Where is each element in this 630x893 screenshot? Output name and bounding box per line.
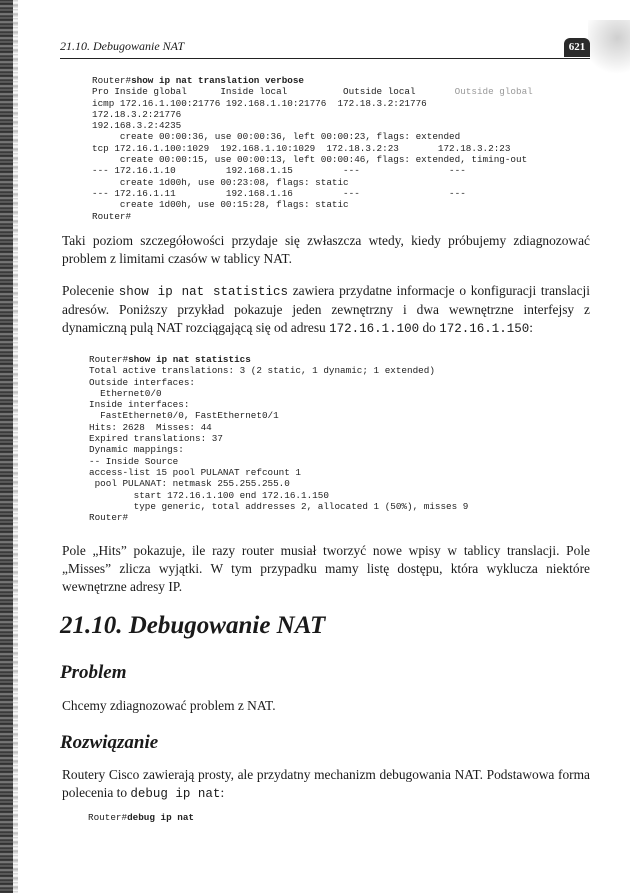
book-binding-edge [0, 0, 13, 893]
section-title: 21.10. Debugowanie NAT [60, 612, 326, 639]
page-corner-shadow [588, 20, 630, 80]
running-header-title: 21.10. Debugowanie NAT [60, 39, 185, 53]
code-block-nat-statistics: Router#show ip nat statistics Total active translations: 3 (2 static, 1 dynamic; 1 extended) Outside interfaces: Ethernet0/0 Inside interfaces: FastEthernet0/0, FastEthernet0/1 Hits: 2628 Misses: 44 Expired translations: 37 Dynamic mappings: -- Inside Source access-list 15 pool PULANAT refcount 1 pool PULANAT: netmask 255.255.255.0 start 172.16.1.100 end 172.16.1.150 type generic, total addresses 2, allocated 1 (50%), misses 9 Router# [89, 354, 469, 524]
paragraph-hits-misses: Pole „Hits” pokazuje, ile razy router musiał tworzyć nowe wpisy w tablicy translacji. Pole „Misses” zlicza wyjątki. W tym przypadku mamy listę dostępu, która wyklucza niektóre wewnętrzne adresy IP. [62, 543, 590, 594]
problem-text: Chcemy zdiagnozować problem z NAT. [62, 698, 276, 713]
inline-command-debug: debug ip nat [130, 787, 221, 801]
code-block-debug: Router#debug ip nat [88, 812, 195, 823]
solution-heading: Rozwiązanie [60, 732, 159, 753]
inline-address-start: 172.16.1.100 [329, 322, 420, 336]
paragraph-statistics-intro: Polecenie show ip nat statistics zawiera przydatne informacje o konfiguracji translacji adresów. Poniższy przykład pokazuje jeden zewnętrzny i dwa wewnętrzne interfejsy z dynamiczną pulą NAT rozciągającą się od adresu 172.16.1.100 do 172.16.1.150: [62, 283, 591, 336]
inline-address-end: 172.16.1.150 [439, 322, 530, 336]
problem-heading: Problem [60, 662, 127, 683]
running-header [60, 38, 590, 59]
page-number-badge: 621 [564, 38, 590, 57]
inline-command-statistics: show ip nat statistics [118, 285, 288, 299]
book-binding-shadow [13, 0, 18, 893]
paragraph-detail-level: Taki poziom szczegółowości przydaje się zwłaszcza wtedy, kiedy próbujemy zdiagnozować problem z limitami czasów w tablicy NAT. [62, 233, 590, 266]
solution-text: Routery Cisco zawierają prosty, ale przydatny mechanizm debugowania NAT. Podstawowa forma polecenia to debug ip nat: [62, 767, 590, 801]
code-block-translation-verbose: Router#show ip nat translation verbose Pro Inside global Inside local Outside local Outside global icmp 172.16.1.100:21776 192.168.1.10:21776 172.18.3.2:21776 172.18.3.2:21776 192.168.3.2:4235 create 00:00:36, use 00:00:36, left 00:00:23, flags: extended tcp 172.16.1.100:1029 192.168.1.10:1029 172.18.3.2:23 172.18.3.2:23 create 00:00:15, use 00:00:13, left 00:00:46, flags: extended, timing-out --- 172.16.1.10 192.168.1.15 --- --- create 1d00h, use 00:23:08, flags: static --- 172.16.1.11 192.168.1.16 --- --- create 1d00h, use 00:15:28, flags: static Router# [92, 75, 533, 222]
